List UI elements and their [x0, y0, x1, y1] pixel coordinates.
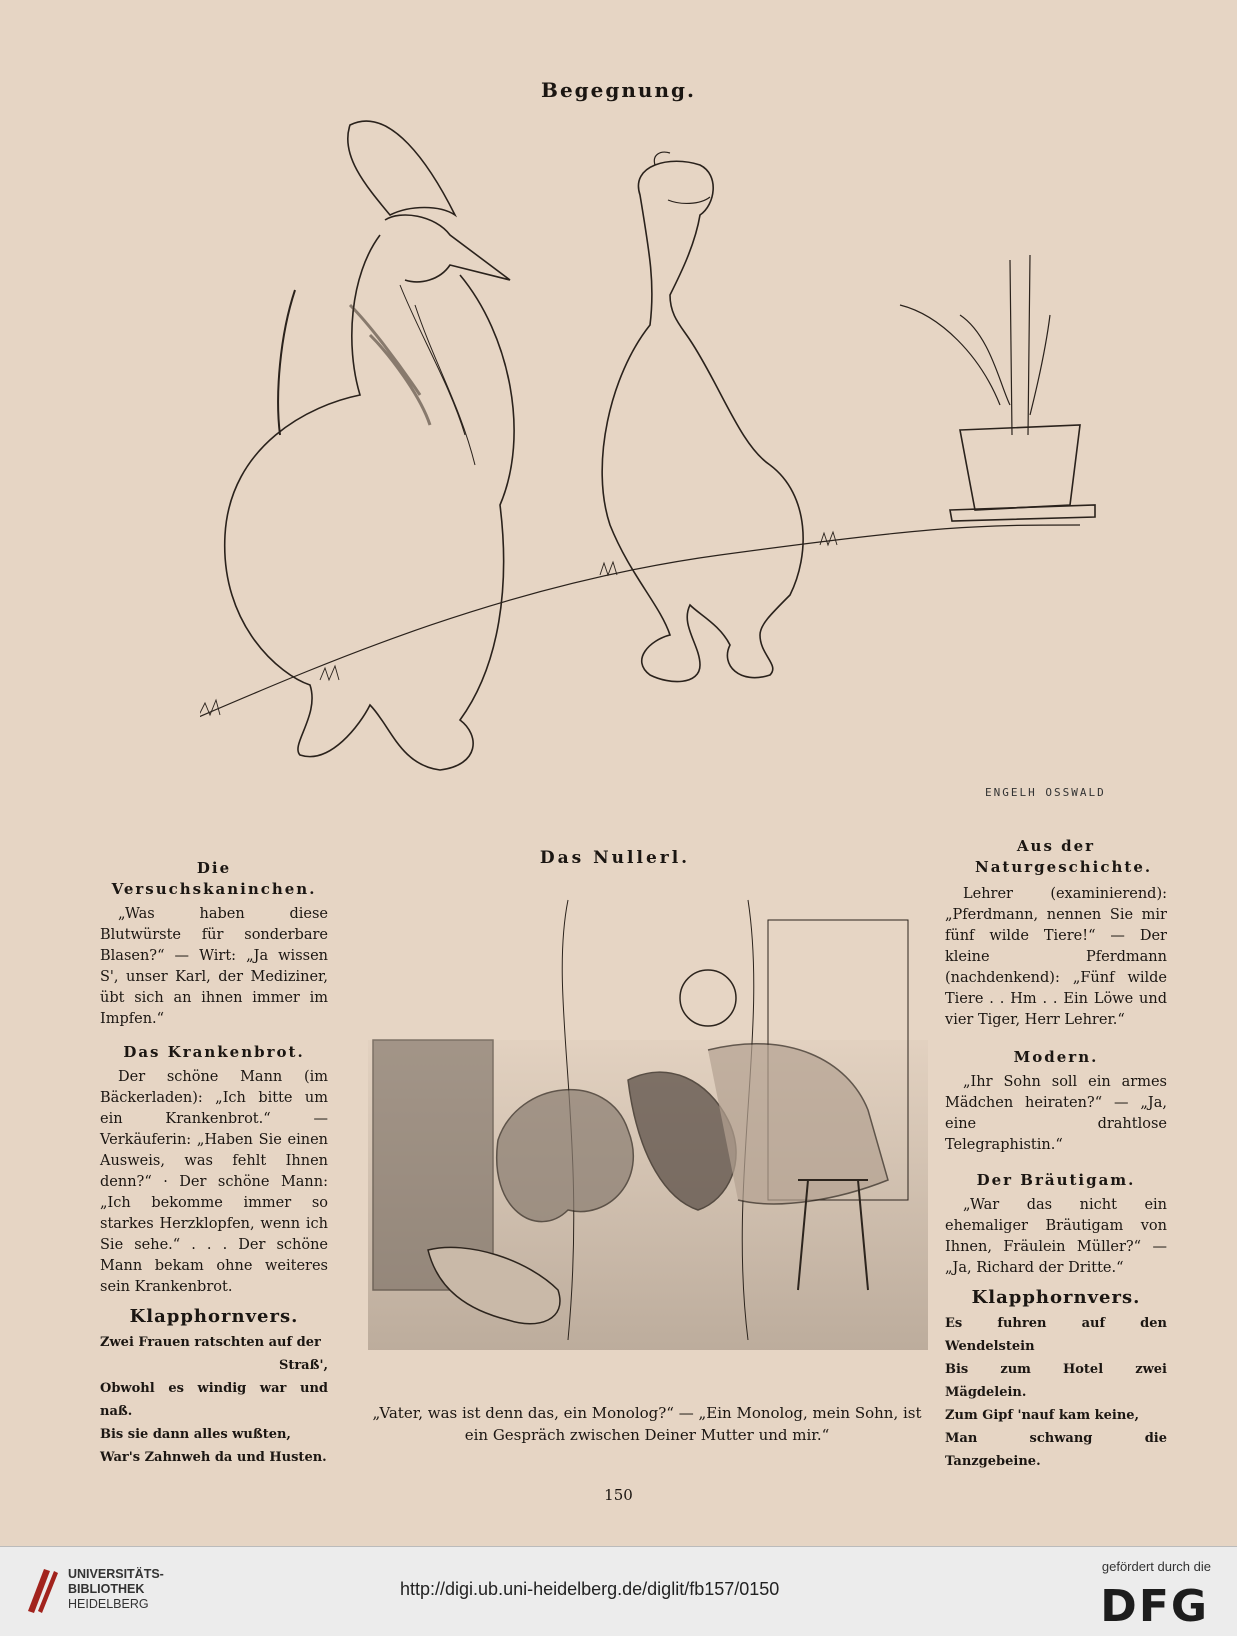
dfg-logo: DFG — [1100, 1581, 1209, 1632]
library-logo-icon — [24, 1565, 60, 1615]
permalink[interactable]: http://digi.ub.uni-heidelberg.de/diglit/fb157/0150 — [400, 1579, 780, 1599]
page-number: 150 — [604, 1486, 633, 1504]
verse-line: Bis sie dann alles wußten, — [100, 1427, 291, 1442]
verse-line: Man schwang die Tanzgebeine. — [945, 1431, 1167, 1469]
article-title: Modern. — [1013, 1048, 1099, 1066]
library-name — [68, 1567, 164, 1612]
verse-title: Klapphornvers. — [129, 1306, 299, 1327]
article-title: Die Versuchskaninchen. — [111, 859, 317, 898]
verse-line: War's Zahnweh da und Husten. — [100, 1450, 327, 1465]
article-text: Der schöne Mann (im Bäckerladen): „Ich bitte um ein Krankenbrot.“ — Verkäuferin: „Haben Sie einen Ausweis, was fehlt Ihnen denn?“ · Der schöne Mann: „Ich bekomme immer so starkes Herzklopfen, wenn ich Sie sehe.“ . . . Der schöne Mann bekam ohne weiteres sein Krankenbrot. — [100, 1069, 328, 1295]
article-text: „Was haben diese Blutwürste für sonderbare Blasen?“ — Wirt: „Ja wissen S', unser Karl, der Mediziner, übt sich an ihnen immer im Impfen.“ — [100, 906, 328, 1027]
article-text: „War das nicht ein ehemaliger Bräutigam von Ihnen, Fräulein Müller?“ — „Ja, Richard der Dritte.“ — [945, 1197, 1167, 1276]
funding-note: gefördert durch die — [1101, 1559, 1211, 1574]
verse-line: Zwei Frauen ratschten auf der — [100, 1335, 321, 1350]
verse-line: Straß', — [278, 1358, 328, 1373]
article-title: Das Krankenbrot. — [123, 1043, 305, 1061]
article-text: „Ihr Sohn soll ein armes Mädchen heiraten?“ — „Ja, eine drahtlose Telegraphistin.“ — [945, 1074, 1167, 1153]
article-title: Aus der Naturgeschichte. — [975, 837, 1153, 876]
illustration-das-nullerl — [368, 880, 928, 1400]
article-title: Der Bräutigam. — [976, 1171, 1136, 1189]
library-name-line: UNIVERSITÄTS- — [68, 1567, 164, 1581]
verse-line: Obwohl es windig war und naß. — [100, 1381, 328, 1419]
verse-line: Bis zum Hotel zwei Mägdelein. — [945, 1362, 1167, 1400]
verse-title: Klapphornvers. — [971, 1287, 1141, 1308]
page-title: Begegnung. — [541, 78, 696, 102]
illustration-begegnung — [200, 105, 1100, 795]
illustration-caption: „Vater, was ist denn das, ein Monolog?“ — „Ein Monolog, mein Sohn, ist ein Gespräch zwischen Deiner Mutter und mir.“ — [372, 1404, 922, 1444]
verse-line: Es fuhren auf den Wendelstein — [945, 1316, 1167, 1354]
right-column — [945, 836, 1167, 1473]
digitization-footer — [0, 1546, 1237, 1636]
article-text: Lehrer (examinierend): „Pferdmann, nennen Sie mir fünf wilde Tiere!“ — Der kleine Pferdmann (nachdenkend): „Fünf wilde Tiere . . Hm . . Ein Löwe und vier Tiger, Herr Lehrer.“ — [945, 886, 1167, 1028]
verse-line: Zum Gipf 'nauf kam keine, — [945, 1408, 1140, 1423]
illustration-title: Das Nullerl. — [539, 848, 691, 868]
library-name-line: HEIDELBERG — [68, 1597, 149, 1611]
library-name-line: BIBLIOTHEK — [68, 1582, 145, 1596]
artist-signature: ENGELH OSSWALD — [985, 786, 1106, 799]
left-column — [100, 858, 328, 1469]
